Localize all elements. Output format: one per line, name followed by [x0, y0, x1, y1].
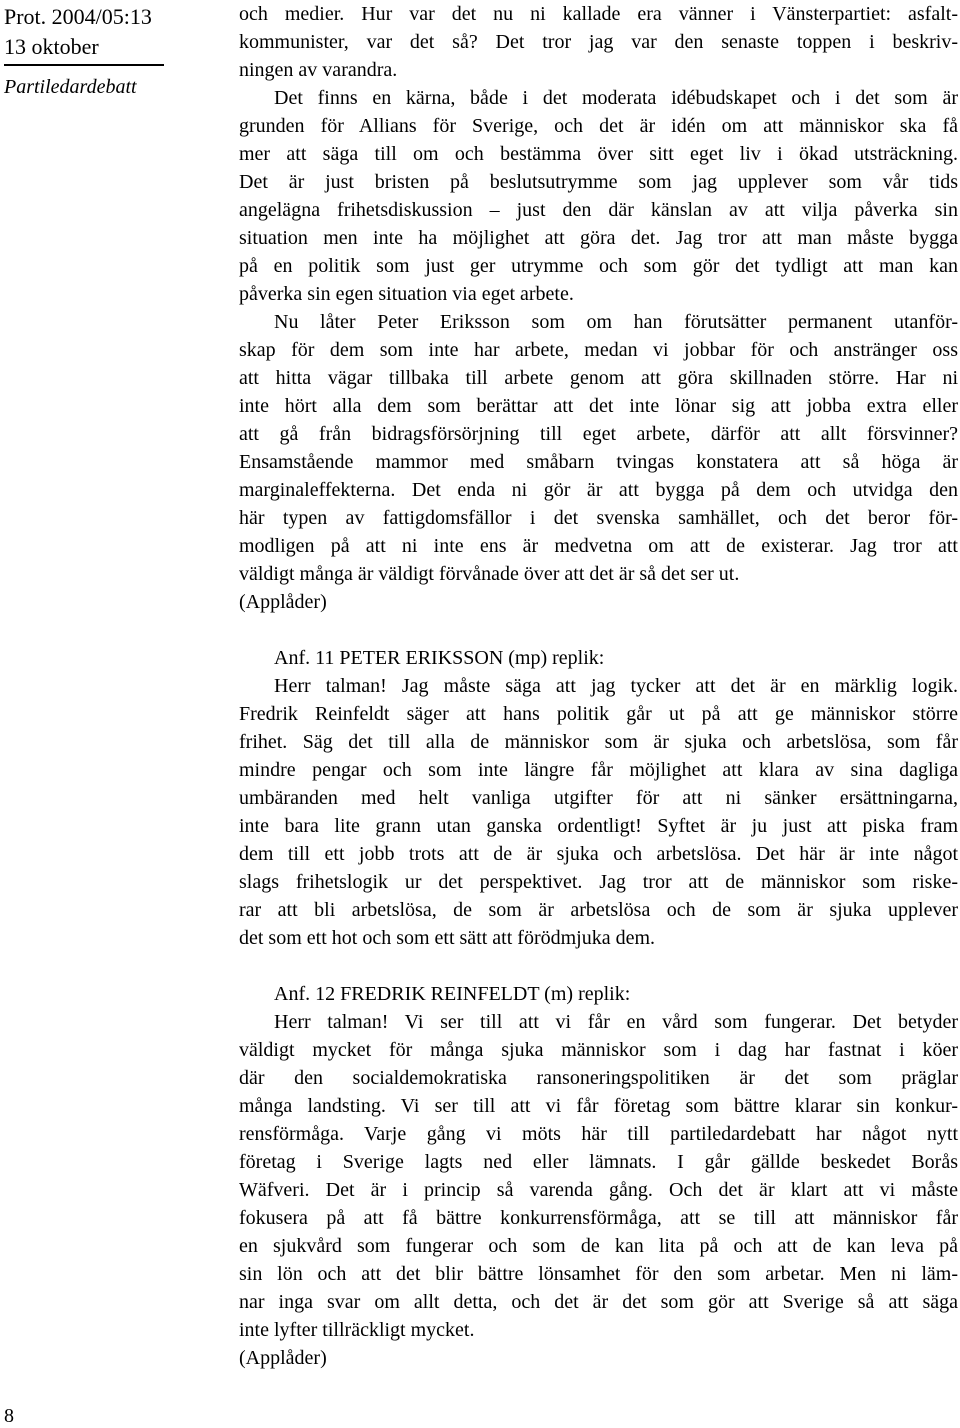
speaker-heading: Anf. 12 FREDRIK REINFELDT (m) replik:: [274, 983, 631, 1005]
text-line: dem till ett jobb trots att de är sjuka och arbetslösa. Det här är inte något: [239, 843, 958, 865]
text-line: och medier. Hur var det nu ni kallade era vänner i Vänsterpartiet: asfalt-: [239, 3, 958, 25]
text-line: grunden för Allians för Sverige, och det är idén om att människor ska få: [239, 115, 958, 137]
text-line: Wäfveri. Det är i princip så varenda gång. Och det är klart att vi måste: [239, 1179, 958, 1201]
text-line: det som ett hot och som ett sätt att förödmjuka dem.: [239, 927, 656, 949]
text-line: en sjukvård som fungerar och som de kan lita på och att de kan leva på: [239, 1235, 958, 1257]
text-line: ningen av varandra.: [239, 59, 398, 81]
text-line: Ensamstående mammor med småbarn tvingas konstatera att så höga är: [239, 451, 958, 473]
session-date: 13 oktober: [4, 34, 99, 59]
text-line: väldigt många är väldigt förvånade över att det är så det ser ut.: [239, 563, 740, 585]
text-line: många landsting. Vi ser till att vi får företag som bättre klarar sin konkur-: [239, 1095, 958, 1117]
text-line: modligen på att ni inte ens är medvetna om att de existerar. Jag tror att: [239, 535, 958, 557]
text-line: skap för dem som inte har arbete, medan vi jobbar för och anstränger oss: [239, 339, 958, 361]
text-line: att hitta vägar tillbaka till arbete genom att göra skillnaden större. Har ni: [239, 367, 958, 389]
margin-divider: [4, 64, 164, 66]
text-line: här typen av fattigdomsfällor i det svenska samhället, och det beror för-: [239, 507, 958, 529]
text-line: inte lyfter tillräckligt mycket.: [239, 1319, 475, 1341]
debate-topic: Partiledardebatt: [4, 76, 137, 98]
text-line: inte hört alla dem som berättar att det inte lönar sig att jobba extra eller: [239, 395, 958, 417]
page-number: 8: [4, 1405, 14, 1427]
text-line: nar inga svar om allt detta, och det är det som gör att Sverige så att säga: [239, 1291, 958, 1313]
text-line: kommunister, var det så? Det tror jag var den senaste toppen i beskriv-: [239, 31, 958, 53]
text-line: väldigt mycket för många sjuka människor som i dag har fastnat i köer: [239, 1039, 958, 1061]
text-line: Det är just bristen på beslutsutrymme som jag upplever som vår tids: [239, 171, 958, 193]
speech-section: [239, 980, 958, 1372]
speech-section: [239, 644, 958, 952]
text-line: mindre pengar och som inte längre får möjlighet att klara av sina dagliga: [239, 759, 958, 781]
text-line: att gå från bidragsförsörjning till eget arbete, därför att allt försvinner?: [239, 423, 958, 445]
text-line: påverka sin egen situation via eget arbete.: [239, 283, 574, 305]
text-line: Herr talman! Vi ser till att vi får en vård som fungerar. Det betyder: [274, 1011, 958, 1033]
text-line: där den socialdemokratiska ransoneringspolitiken är det som präglar: [239, 1067, 958, 1089]
text-line: frihet. Säg det till alla de människor som är sjuka och arbetslösa, som får: [239, 731, 958, 753]
text-line: rensförmåga. Varje gång vi möts här till partiledardebatt har något nytt: [239, 1123, 958, 1145]
text-line: sin lön och att det blir bättre lönsamhet för den som arbetar. Men ni läm-: [239, 1263, 958, 1285]
text-line: umbäranden med helt vanliga utgifter för att ni sänker ersättningarna,: [239, 787, 958, 809]
text-line: på en politik som just ger utrymme och som gör det tydligt att man kan: [239, 255, 958, 277]
speech-section: [239, 0, 958, 616]
section-gap: [239, 952, 958, 980]
margin-header: [4, 2, 204, 100]
protocol-number: Prot. 2004/05:13: [4, 4, 152, 29]
section-gap: [239, 616, 958, 644]
text-line: angelägna frihetsdiskussion – just den där känslan av att vilja påverka sin: [239, 199, 958, 221]
text-line: fokusera på att få bättre konkurrensförmåga, att se till att människor får: [239, 1207, 958, 1229]
text-line: slags frihetslogik ur det perspektivet. Jag tror att de människor som riske-: [239, 871, 958, 893]
text-line: Herr talman! Jag måste säga att jag tycker att det är en märklig logik.: [274, 675, 958, 697]
speaker-heading: Anf. 11 PETER ERIKSSON (mp) replik:: [274, 647, 605, 669]
text-line: marginaleffekterna. Det enda ni gör är att bygga på dem och utvidga den: [239, 479, 958, 501]
text-line: situation men inte ha möjlighet att göra det. Jag tror att man måste bygga: [239, 227, 958, 249]
text-line: Fredrik Reinfeldt säger att hans politik går ut på att ge människor större: [239, 703, 958, 725]
applause-note: (Applåder): [239, 591, 327, 613]
text-line: företag i Sverige lagts ned eller lämnats. I går gällde beskedet Borås: [239, 1151, 958, 1173]
text-line: Nu låter Peter Eriksson som om han förutsätter permanent utanför-: [274, 311, 958, 333]
applause-note: (Applåder): [239, 1347, 327, 1369]
text-line: mer att säga till om och bestämma över sitt eget liv i ökad utsträckning.: [239, 143, 958, 165]
text-line: Det finns en kärna, både i det moderata idébudskapet och i det som är: [274, 87, 958, 109]
transcript-body: [239, 0, 958, 1372]
text-line: inte bara lite grann utan ganska ordentligt! Syftet är ju just att piska fram: [239, 815, 958, 837]
text-line: rar att bli arbetslösa, de som är arbetslösa och de som är sjuka upplever: [239, 899, 958, 921]
